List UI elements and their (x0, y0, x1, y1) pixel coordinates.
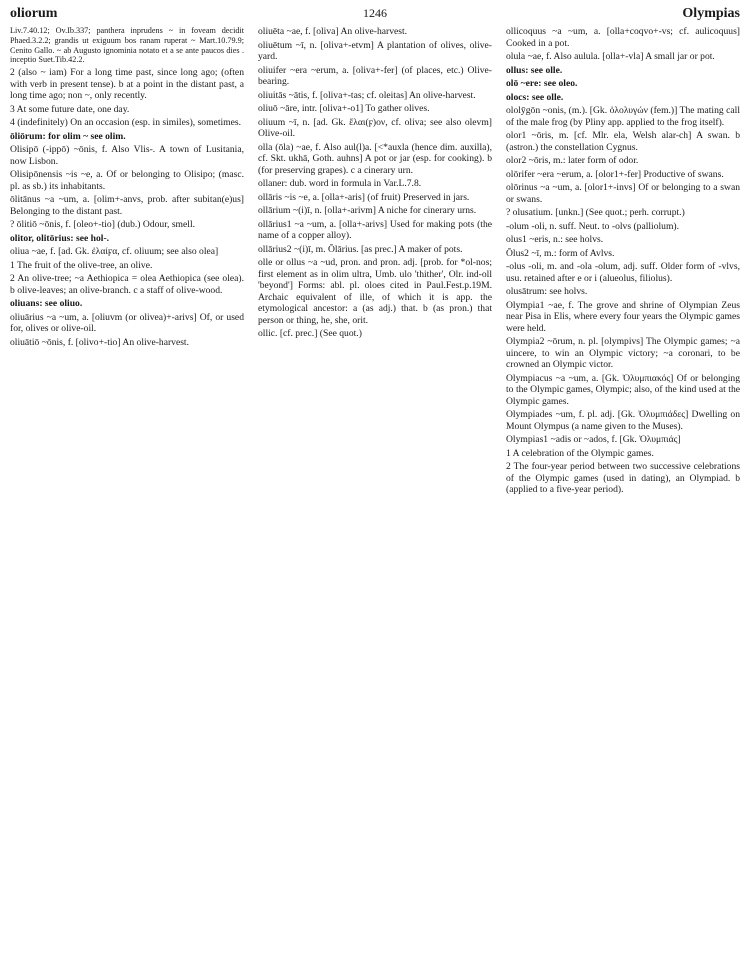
entry-olitor: olitor, olitōrius: see hol-. (10, 232, 110, 244)
entry-olla: olla (ōla) ~ae, f. Also aul(l)a. [<*auxla (hence dim. auxilla), cf. Skt. ukhā, Goth. auhns] A pot or jar (esp. for cooking). b (for preserving grapes). c a cinerary urn. (258, 141, 492, 176)
entry-olitanus: ōlitānus ~a ~um, a. [olim+-anvs, prob. after subitan(e)us] Belonging to the distant past. (10, 194, 244, 217)
entry-ollus: ollus: see olle. (506, 64, 563, 76)
column-1 (10, 26, 244, 956)
column-2 (258, 26, 492, 956)
entry-oliuarius: oliuārius ~a ~um, a. [oliuvm (or olivea)+-arivs] Of, or used for, olives or olive-oil. (10, 311, 244, 335)
entry-oliua: oliua ~ae, f. [ad. Gk. ἐλαίϝα, cf. oliuum; see also olea] (10, 246, 219, 258)
entry-olisipo: Olisipō (-ippō) ~ōnis, f. Also Vlis-. A town of Lusitania, now Lisbon. (10, 144, 244, 167)
entry-olorinus: olōrinus ~a ~um, a. [olor1+-invs] Of or belonging to a swan or swans. (506, 182, 740, 205)
page-number: 1246 (363, 6, 387, 20)
entry-oliuitas: oliuitās ~ātis, f. [oliva+-tas; cf. oleitas] An olive-harvest. (258, 89, 476, 101)
entry-olus-1: olus1 ~eris, n.: see holvs. (506, 234, 604, 245)
entry-ollaner: ollaner: dub. word in formula in Var.L.7.8. (258, 178, 422, 189)
entry-oliuum: oliuum ~ī, n. [ad. Gk. ἔλαι(ϝ)ον, cf. oliva; see also olevm] Olive-oil. (258, 116, 492, 139)
sense-2: 2 (also ~ iam) For a long time past, since long ago; (often with verb in present tense). b at a point in the distant past, a long time ago; non ~, only recently. (10, 67, 244, 102)
entry-columns (10, 26, 740, 956)
entry-oliorum: ōliōrum: for olim ~ see olim. (10, 130, 126, 142)
sense-4: 4 (indefinitely) On an occasion (esp. in similes), sometimes. (10, 117, 241, 129)
entry-ollarius-2: ollārius2 ~(i)ī, m. Ōlārius. [as prec.] A maker of pots. (258, 243, 463, 255)
entry-olo: olō ~ere: see oleo. (506, 78, 578, 89)
entry-olor-2: olor2 ~ōris, m.: later form of odor. (506, 155, 639, 166)
entry-olitio: ? ōlitiō ~ōnis, f. [oleo+-tio] (dub.) Odour, smell. (10, 219, 196, 231)
entry-olusatrum: olusātrum: see holvs. (506, 286, 588, 297)
entry-oliuans: oliuans: see oliuo. (10, 298, 83, 310)
entry-olympia-1: Olympia1 ~ae, f. The grove and shrine of Olympian Zeus near Pisa in Elis, where every four years the Olympic games were held. (506, 299, 740, 334)
citation-block: Liv.7.40.12; Ov.Ib.337; panthera inprudens ~ in foveam decidit Phaed.3.2.2; grandis ut exiguum bos ranam ruperat ~ Mart.10.79.9; Cenito Gallo. ~ ab Augusto ignominia notato et a se ante paucos dies . inceptio Suet.Tib.42.2. (10, 26, 244, 65)
entry-oliuatio: oliuātiō ~ōnis, f. [olivo+-tio] An olive-harvest. (10, 336, 189, 348)
oliua-sense-1: 1 The fruit of the olive-tree, an olive. (10, 259, 153, 271)
entry-olus-suffix: -olus -oli, m. and -ola -olum, adj. suff. Older form of -vlvs, usu. retained after e or i (alueolus, filiolus). (506, 261, 740, 284)
entry-olympia-2: Olympia2 ~ōrum, n. pl. [olympivs] The Olympic games; ~a uincere, to win an Olympic victory; ~a coronari, to be crowned an Olympic victor. (506, 336, 740, 370)
column-3 (506, 26, 740, 956)
entry-ollarius-1: ollārius1 ~a ~um, a. [olla+-arivs] Used for making pots (the name of a copper alloy). (258, 218, 492, 241)
entry-olus-2: Ōlus2 ~ī, m.: form of Avlvs. (506, 247, 615, 259)
entry-olle: olle or ollus ~a ~ud, pron. and pron. adj. [prob. for *ol-nos; first element as in olim ultra, Umb. ulo 'thither', Olr. ind-oll 'beyond'] Forms: abl. pl. oloes cited in Paul.Fest.p.19M. Archaic equivalent of ille, of which it is app. the etymological ancestor: a (as adj.) that. b (as pron.) that person or thing, he, she, orit. (258, 257, 492, 326)
entry-ollaris: ollāris ~is ~e, a. [olla+-aris] (of fruit) Preserved in jars. (258, 191, 470, 203)
entry-olocs: olocs: see olle. (506, 91, 564, 103)
entry-oliueta: oliuēta ~ae, f. [oliva] An olive-harvest. (258, 26, 408, 37)
entry-olor-1: olor1 ~ōris, m. [cf. Mlr. ela, Welsh alar-ch] A swan. b (astron.) the constellation Cygnus. (506, 130, 740, 153)
entry-ollarium: ollārium ~(i)ī, n. [olla+-arivm] A niche for cinerary urns. (258, 205, 477, 216)
entry-olympiacus: Olympiacus ~a ~um, a. [Gk. Ὀλυμπιακός] Of or belonging to the Olympic games, Olympic; also, of the kind used at the Olympic games. (506, 372, 740, 407)
entry-olisiponensis: Olisipōnensis ~is ~e, a. Of or belonging to Olisipo; (masc. pl. as sb.) its inhabitants. (10, 169, 244, 192)
entry-olympiades: Olympiades ~um, f. pl. adj. [Gk. Ὀλυμπιάδες] Dwelling on Mount Olympus (a name given to the Muses). (506, 409, 740, 432)
header-first-word: oliorum (10, 6, 58, 21)
running-header (10, 6, 740, 22)
entry-oliuetum: oliuētum ~ī, n. [oliva+-etvm] A plantation of olives, olive-yard. (258, 39, 492, 62)
olympias-sense-1: 1 A celebration of the Olympic games. (506, 447, 654, 459)
entry-olula: olula ~ae, f. Also aulula. [olla+-vla] A small jar or pot. (506, 51, 715, 62)
header-last-word: Olympias (682, 6, 740, 21)
entry-oliuifer: oliuifer ~era ~erum, a. [oliva+-fer] (of places, etc.) Olive-bearing. (258, 64, 492, 87)
entry-olum-suffix: -olum -oli, n. suff. Neut. to -olvs (palliolum). (506, 220, 680, 232)
entry-ololygon: ololȳgōn ~onis, (m.). [Gk. ὀλολυγών (fem.)] The mating call of the male frog (by Pliny app. applied to the frog itself). (506, 105, 740, 128)
olympias-sense-2: 2 The four-year period between two successive celebrations of the Olympic games (used in dating), an Olympiad. b (applied to a five-year period). (506, 461, 740, 495)
sense-3: 3 At some future date, one day. (10, 103, 130, 115)
entry-olorifer: olōrifer ~era ~erum, a. [olor1+-fer] Productive of swans. (506, 168, 724, 180)
entry-ollic: ollic. [cf. prec.] (See quot.) (258, 328, 362, 339)
entry-ollicoquus: ollicoquus ~a ~um, a. [olla+coqvo+-vs; cf. aulicoquus] Cooked in a pot. (506, 26, 740, 49)
oliua-sense-2: 2 An olive-tree; ~a Aethiopica = olea Aethiopica (see olea). b olive-leaves; an olive-branch. c a staff of olive-wood. (10, 273, 244, 296)
entry-olympias: Olympias1 ~adis or ~ados, f. [Gk. Ὀλυμπιάς] (506, 434, 681, 445)
entry-oliuo: oliuō ~āre, intr. [oliva+-o1] To gather olives. (258, 103, 430, 114)
entry-olusatium: ? olusatium. [unkn.] (See quot.; perh. corrupt.) (506, 207, 685, 218)
